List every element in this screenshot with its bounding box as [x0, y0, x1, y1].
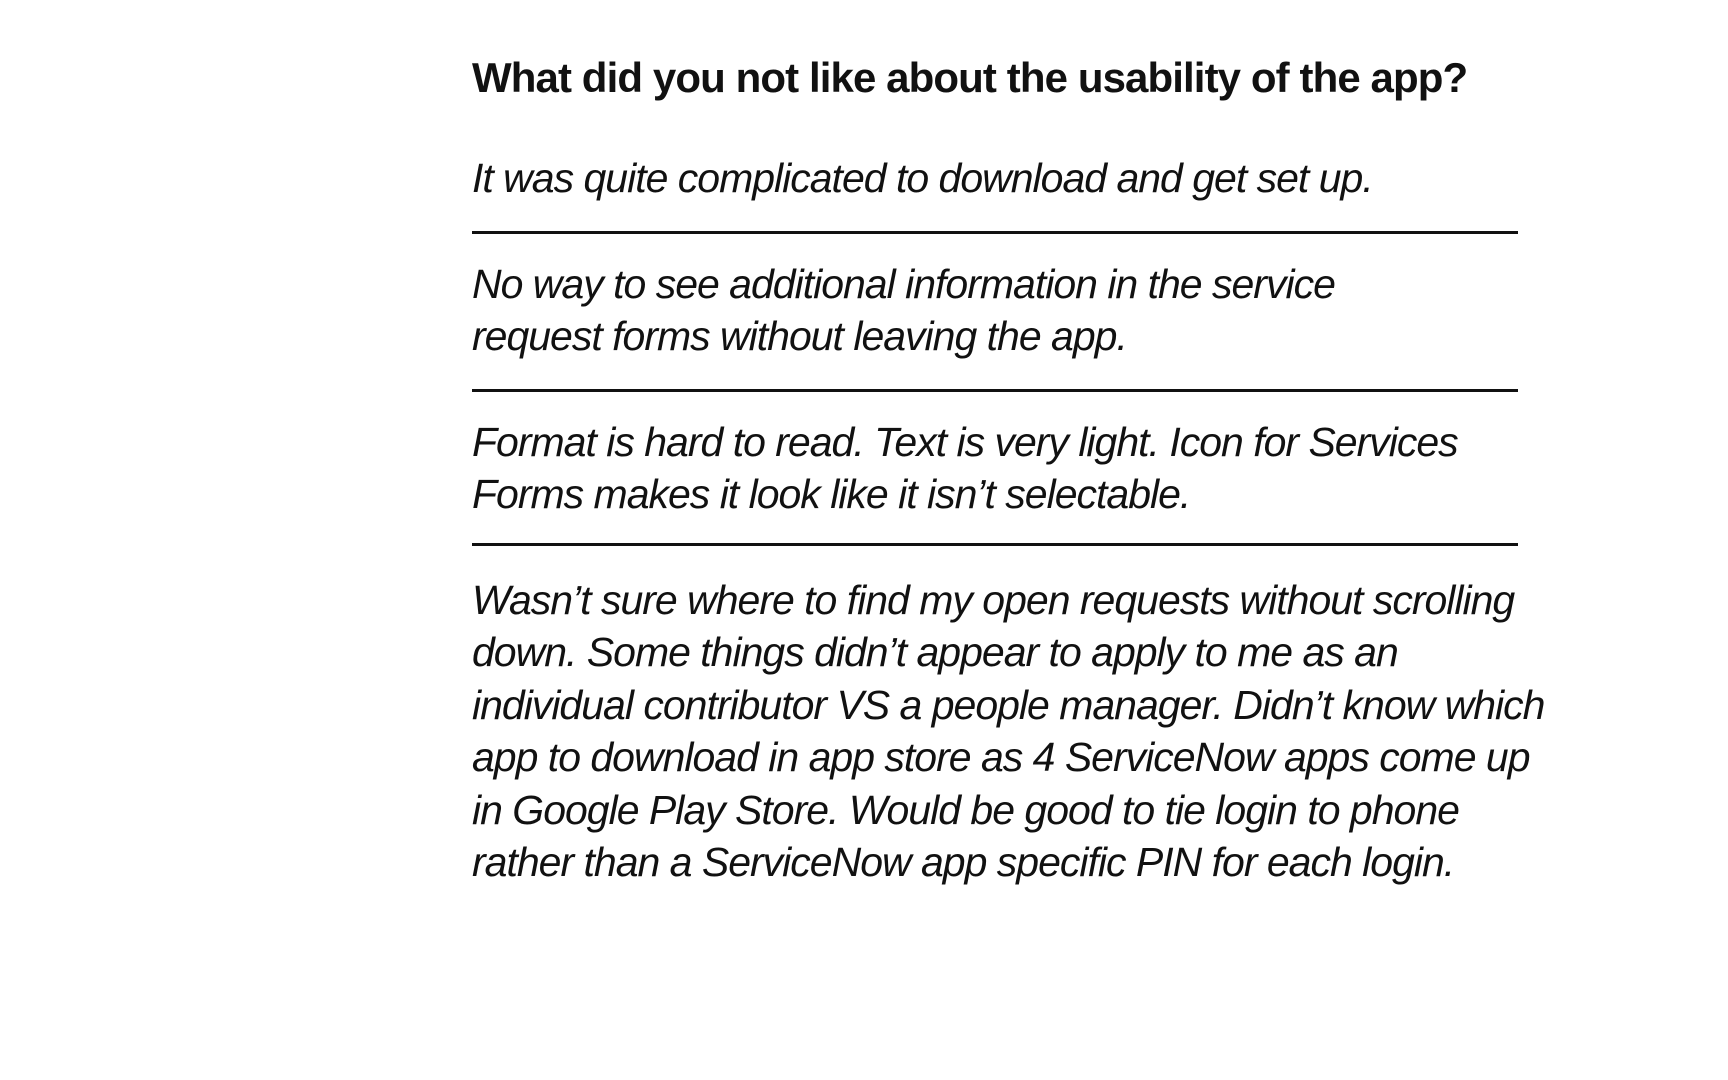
response-item — [472, 416, 1562, 546]
response-divider — [472, 543, 1518, 546]
response-divider — [472, 389, 1518, 392]
response-item — [472, 574, 1562, 889]
response-item — [472, 258, 1562, 392]
response-text: No way to see additional information in the service request forms without leaving the app. — [472, 260, 1335, 359]
response-text: It was quite complicated to download and get set up. — [472, 155, 1373, 201]
survey-question: What did you not like about the usability of the app? — [472, 54, 1468, 101]
survey-feedback-section — [472, 50, 1562, 889]
response-text: Format is hard to read. Text is very light. Icon for Services Forms makes it look like it isn’t selectable. — [472, 418, 1458, 517]
response-item — [472, 152, 1562, 234]
response-list — [472, 152, 1562, 889]
response-divider — [472, 231, 1518, 234]
response-text: Wasn’t sure where to find my open requests without scrolling down. Some things didn’t appear to apply to me as an individual contributor VS a people manager. Didn’t know which app to download in app store as 4 ServiceNow apps come up in Google Play Store. Would be good to tie login to phone rather than a ServiceNow app specific PIN for each login. — [472, 576, 1545, 885]
